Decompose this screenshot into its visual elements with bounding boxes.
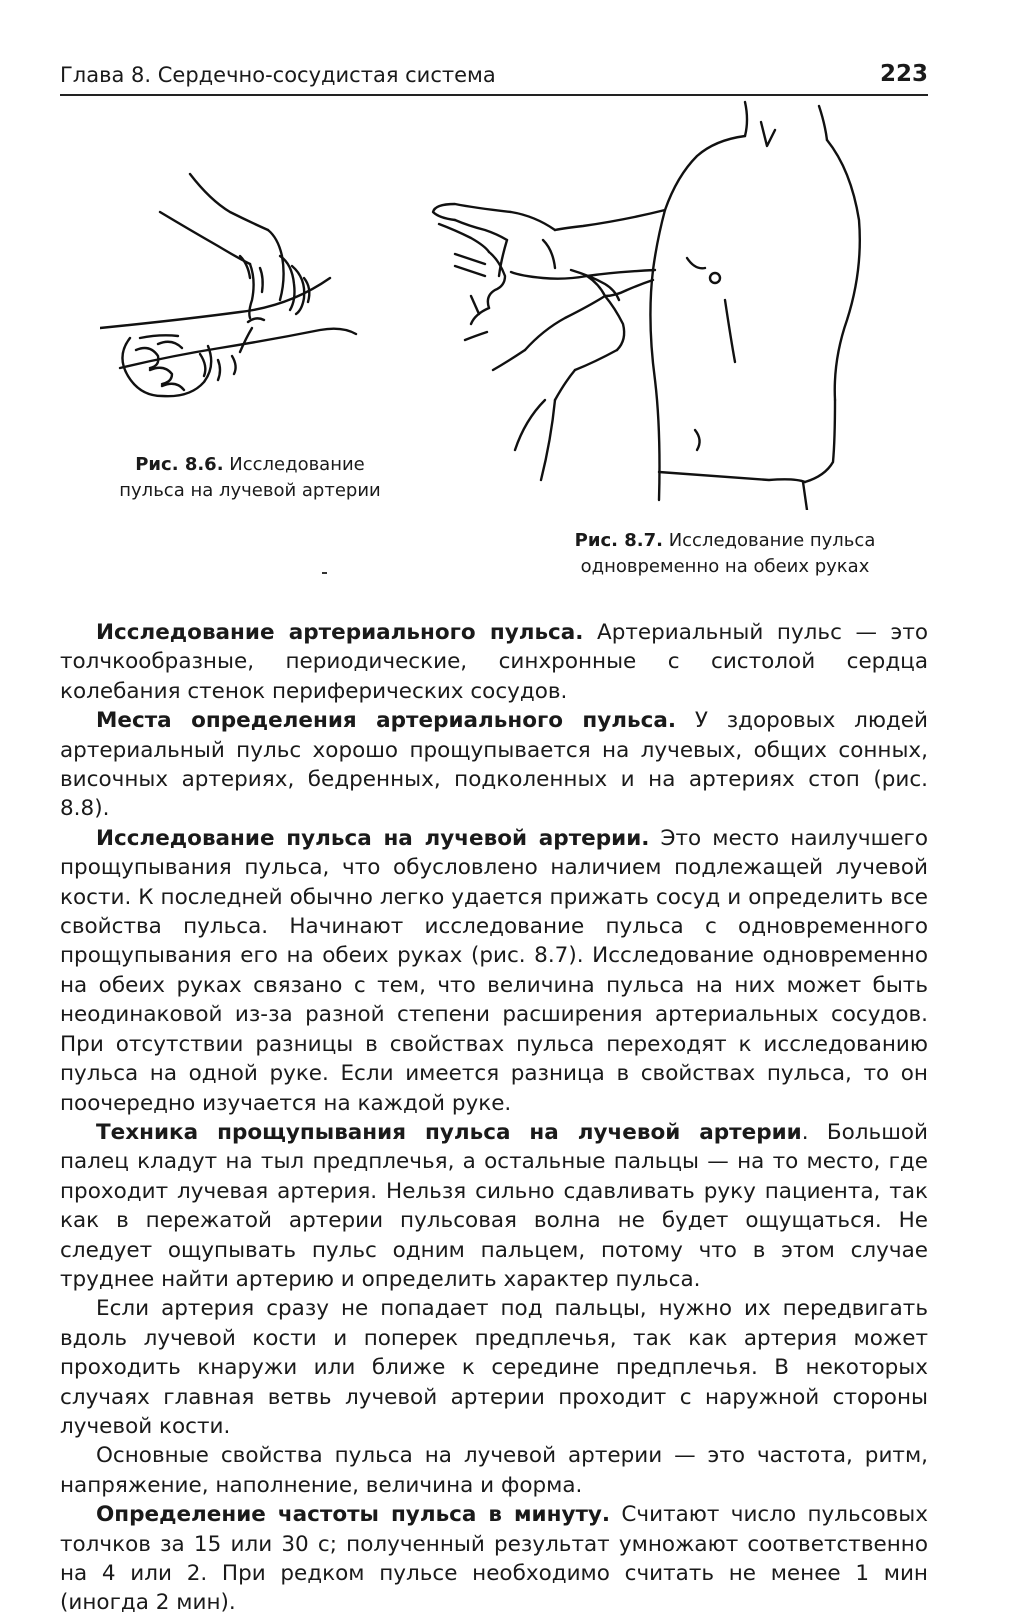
figure-label: Рис. 8.6. — [135, 454, 224, 475]
paragraph — [60, 618, 928, 706]
radial-pulse-illustration — [100, 160, 390, 430]
page-number: 223 — [879, 61, 928, 87]
paragraph-heading: Определение частоты пульса в минуту. — [96, 1502, 611, 1528]
paragraph: Если артерия сразу не попадает под пальцы, нужно их передвигать вдоль лучевой кости и поперек предплечья, так как артерия может проходить кнаружи или ближе к середине предплечья. В некоторых случаях главная ветвь лучевой артерии проходит с наружной стороны лучевой кости. — [60, 1296, 928, 1439]
caption-text: Исследование — [229, 454, 365, 475]
figure-caption-8-7 — [560, 528, 890, 580]
caption-text: одновременно на обеих руках — [580, 556, 870, 577]
running-header — [60, 54, 928, 96]
paragraph-heading: Места определения артериального пульса. — [96, 708, 677, 734]
chapter-title: Глава 8. Сердечно-сосудистая система — [60, 63, 496, 87]
paragraph — [60, 706, 928, 824]
caption-text: Исследование пульса — [668, 530, 876, 551]
caption-text: пульса на лучевой артерии — [119, 480, 381, 501]
figure-caption-8-6 — [100, 452, 400, 504]
bilateral-pulse-illustration — [415, 100, 875, 510]
paragraph-text: Артериальный пульс — это толчкообразные, периодические, синхронные с систолой сердца колебания стенок периферических сосудов. — [60, 620, 928, 704]
print-speck — [322, 572, 327, 574]
paragraph — [60, 824, 928, 1118]
paragraph — [60, 1118, 928, 1294]
paragraph-text: У здоровых людей артериальный пульс хорошо прощупывается на лучевых, общих сонных, височных артериях, бедренных, подколенных и на артериях стоп (рис. 8.8). — [60, 708, 928, 822]
paragraph — [60, 1500, 928, 1618]
paragraph-text: . Большой палец кладут на тыл предплечья, а остальные пальцы — на то место, где проходит лучевая артерия. Нельзя сильно сдавливать руку пациента, так как в пережатой артерии пульсовая волна не будет ощущаться. Не следует ощупывать пульс одним пальцем, потому что в этом случае труднее найти артерию и определить характер пульса. — [60, 1119, 928, 1292]
paragraph-heading: Исследование артериального пульса. — [96, 620, 584, 645]
paragraph-text: Считают число пульсовых толчков за 15 или 30 с; полученный результат умножают соответственно на 4 или 2. При редком пульсе необходимо считать не менее 1 мин (иногда 2 мин). — [60, 1502, 928, 1616]
paragraph: Основные свойства пульса на лучевой артерии — это частота, ритм, напряжение, наполнение, величина и форма. — [60, 1443, 928, 1498]
body-text — [60, 618, 928, 1618]
paragraph-heading: Исследование пульса на лучевой артерии. — [96, 825, 650, 851]
figure-label: Рис. 8.7. — [574, 530, 663, 551]
paragraph-text: Это место наилучшего прощупывания пульса, что обусловлено наличием подлежащей лучевой кости. К последней обычно легко удается прижать сосуд и определить все свойства пульса. Начинают исследование пульса с одновременного прощупывания его на обеих руках (рис. 8.7). Исследование одновременно на обеих руках связано с тем, что величина пульса на них может быть неодинаковой из-за разной степени расширения артериальных сосудов. При отсутствии разницы в свойствах пульса переходят к исследованию пульса на одной руке. Если имеется разница в свойствах пульса, то он поочередно изучается на каждой руке. — [60, 825, 928, 1116]
paragraph-heading: Техника прощупывания пульса на лучевой артерии — [96, 1119, 802, 1145]
